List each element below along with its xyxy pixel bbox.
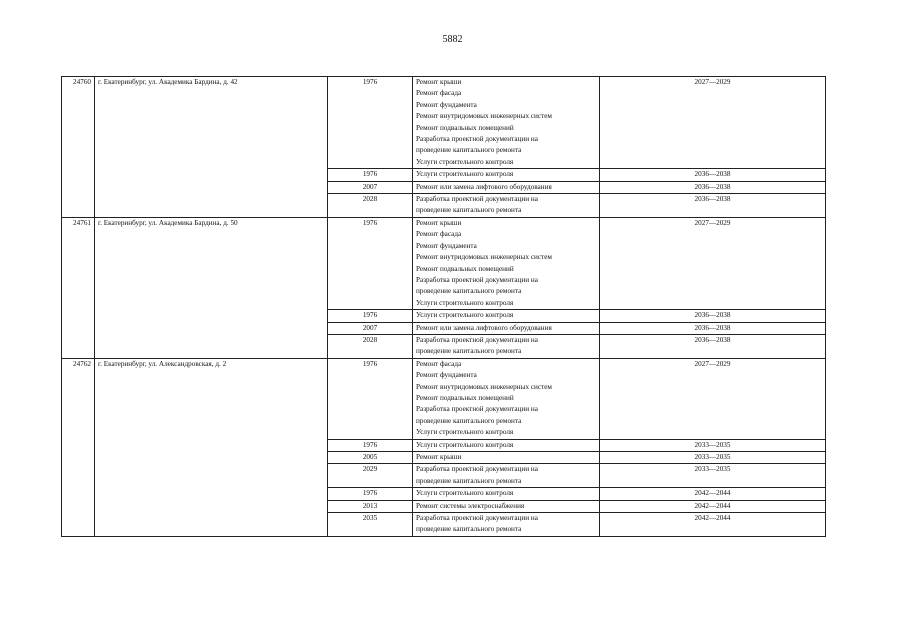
house-id-cell: 24761 xyxy=(62,217,95,358)
year-cell: 2013 xyxy=(328,500,413,512)
work-type-cell xyxy=(413,181,600,193)
work-type-line: Услуги строительного контроля xyxy=(416,157,514,166)
work-type-cell xyxy=(413,334,600,358)
work-type-line: Услуги строительного контроля xyxy=(416,489,514,498)
work-type-line: Разработка проектной документации на xyxy=(416,275,538,284)
work-type-line: Ремонт подвальных помещений xyxy=(416,123,514,132)
work-type-line: Услуги строительного контроля xyxy=(416,428,514,437)
year-cell: 1976 xyxy=(328,358,413,439)
work-type-line: Услуги строительного контроля xyxy=(416,298,514,307)
year-cell: 2005 xyxy=(328,452,413,464)
planned-period-cell: 2036—2038 xyxy=(600,181,826,193)
planned-period-cell: 2042—2044 xyxy=(600,500,826,512)
work-type-line: Ремонт или замена лифтового оборудования xyxy=(416,182,552,191)
house-address-cell: г. Екатеринбург, ул. Александровская, д. 2 xyxy=(95,358,328,536)
work-type-line: проведение капитального ремонта xyxy=(416,416,522,425)
planned-period-cell: 2036—2038 xyxy=(600,169,826,181)
work-type-cell xyxy=(413,464,600,488)
work-type-line: Услуги строительного контроля xyxy=(416,440,514,449)
planned-period-cell: 2036—2038 xyxy=(600,334,826,358)
year-cell: 1976 xyxy=(328,488,413,500)
page-number: 5882 xyxy=(442,34,463,45)
work-type-line: Ремонт подвальных помещений xyxy=(416,393,514,402)
year-cell: 2035 xyxy=(328,513,413,537)
year-cell: 1976 xyxy=(328,217,413,309)
work-type-line: Ремонт фундамента xyxy=(416,371,477,380)
work-type-line: Разработка проектной документации на xyxy=(416,135,538,144)
work-type-cell xyxy=(413,322,600,334)
year-cell: 2007 xyxy=(328,181,413,193)
work-type-cell xyxy=(413,488,600,500)
planned-period-cell: 2033—2035 xyxy=(600,439,826,451)
work-type-line: Ремонт фундамента xyxy=(416,100,477,109)
work-type-cell xyxy=(413,310,600,322)
work-type-cell xyxy=(413,169,600,181)
planned-period-cell: 2042—2044 xyxy=(600,513,826,537)
work-type-line: Ремонт крыши xyxy=(416,218,462,227)
work-type-line: Услуги строительного контроля xyxy=(416,170,514,179)
year-cell: 2028 xyxy=(328,194,413,218)
work-type-cell xyxy=(413,452,600,464)
table-body xyxy=(62,77,826,537)
year-cell: 2029 xyxy=(328,464,413,488)
work-type-line: Ремонт фундамента xyxy=(416,241,477,250)
year-cell: 1976 xyxy=(328,439,413,451)
work-type-line: Ремонт фасада xyxy=(416,230,462,239)
work-type-line: проведение капитального ремонта xyxy=(416,347,522,356)
work-type-line: проведение капитального ремонта xyxy=(416,525,522,534)
work-type-line: Ремонт внутридомовых инженерных систем xyxy=(416,112,552,121)
work-type-line: Ремонт внутридомовых инженерных систем xyxy=(416,253,552,262)
year-cell: 2007 xyxy=(328,322,413,334)
table-row xyxy=(62,358,826,439)
work-type-line: Разработка проектной документации на xyxy=(416,195,538,204)
work-type-line: Разработка проектной документации на xyxy=(416,465,538,474)
work-type-line: проведение капитального ремонта xyxy=(416,206,522,215)
work-type-cell xyxy=(413,77,600,169)
work-type-line: Ремонт или замена лифтового оборудования xyxy=(416,323,552,332)
work-type-cell xyxy=(413,194,600,218)
work-type-line: Ремонт фасада xyxy=(416,359,462,368)
planned-period-cell: 2033—2035 xyxy=(600,452,826,464)
work-type-cell xyxy=(413,217,600,309)
table-row xyxy=(62,217,826,309)
work-type-line: Ремонт фасада xyxy=(416,89,462,98)
work-type-line: Разработка проектной документации на xyxy=(416,405,538,414)
planned-period-cell: 2033—2035 xyxy=(600,464,826,488)
work-type-line: Разработка проектной документации на xyxy=(416,514,538,523)
planned-period-cell: 2027—2029 xyxy=(600,217,826,309)
work-type-line: Ремонт подвальных помещений xyxy=(416,264,514,273)
house-id-cell: 24760 xyxy=(62,77,95,218)
work-type-cell xyxy=(413,439,600,451)
year-cell: 1976 xyxy=(328,169,413,181)
work-type-line: Услуги строительного контроля xyxy=(416,311,514,320)
work-type-line: проведение капитального ремонта xyxy=(416,146,522,155)
capital-repair-table xyxy=(61,76,826,537)
planned-period-cell: 2036—2038 xyxy=(600,310,826,322)
planned-period-cell: 2036—2038 xyxy=(600,194,826,218)
house-address-cell: г. Екатеринбург, ул. Академика Бардина, д. 50 xyxy=(95,217,328,358)
work-type-cell xyxy=(413,500,600,512)
year-cell: 2028 xyxy=(328,334,413,358)
work-type-line: Ремонт крыши xyxy=(416,453,462,461)
year-cell: 1976 xyxy=(328,310,413,322)
planned-period-cell: 2036—2038 xyxy=(600,322,826,334)
year-cell: 1976 xyxy=(328,77,413,169)
work-type-line: Ремонт системы электроснабжения xyxy=(416,501,525,510)
planned-period-cell: 2042—2044 xyxy=(600,488,826,500)
house-id-cell: 24762 xyxy=(62,358,95,536)
planned-period-cell: 2027—2029 xyxy=(600,77,826,169)
work-type-line: Ремонт крыши xyxy=(416,78,462,86)
house-address-cell: г. Екатеринбург, ул. Академика Бардина, д. 42 xyxy=(95,77,328,218)
work-type-line: проведение капитального ремонта xyxy=(416,476,522,485)
work-type-line: Ремонт внутридомовых инженерных систем xyxy=(416,382,552,391)
work-type-cell xyxy=(413,513,600,537)
work-type-line: проведение капитального ремонта xyxy=(416,287,522,296)
work-type-cell xyxy=(413,358,600,439)
planned-period-cell: 2027—2029 xyxy=(600,358,826,439)
table-row xyxy=(62,77,826,169)
work-type-line: Разработка проектной документации на xyxy=(416,335,538,344)
